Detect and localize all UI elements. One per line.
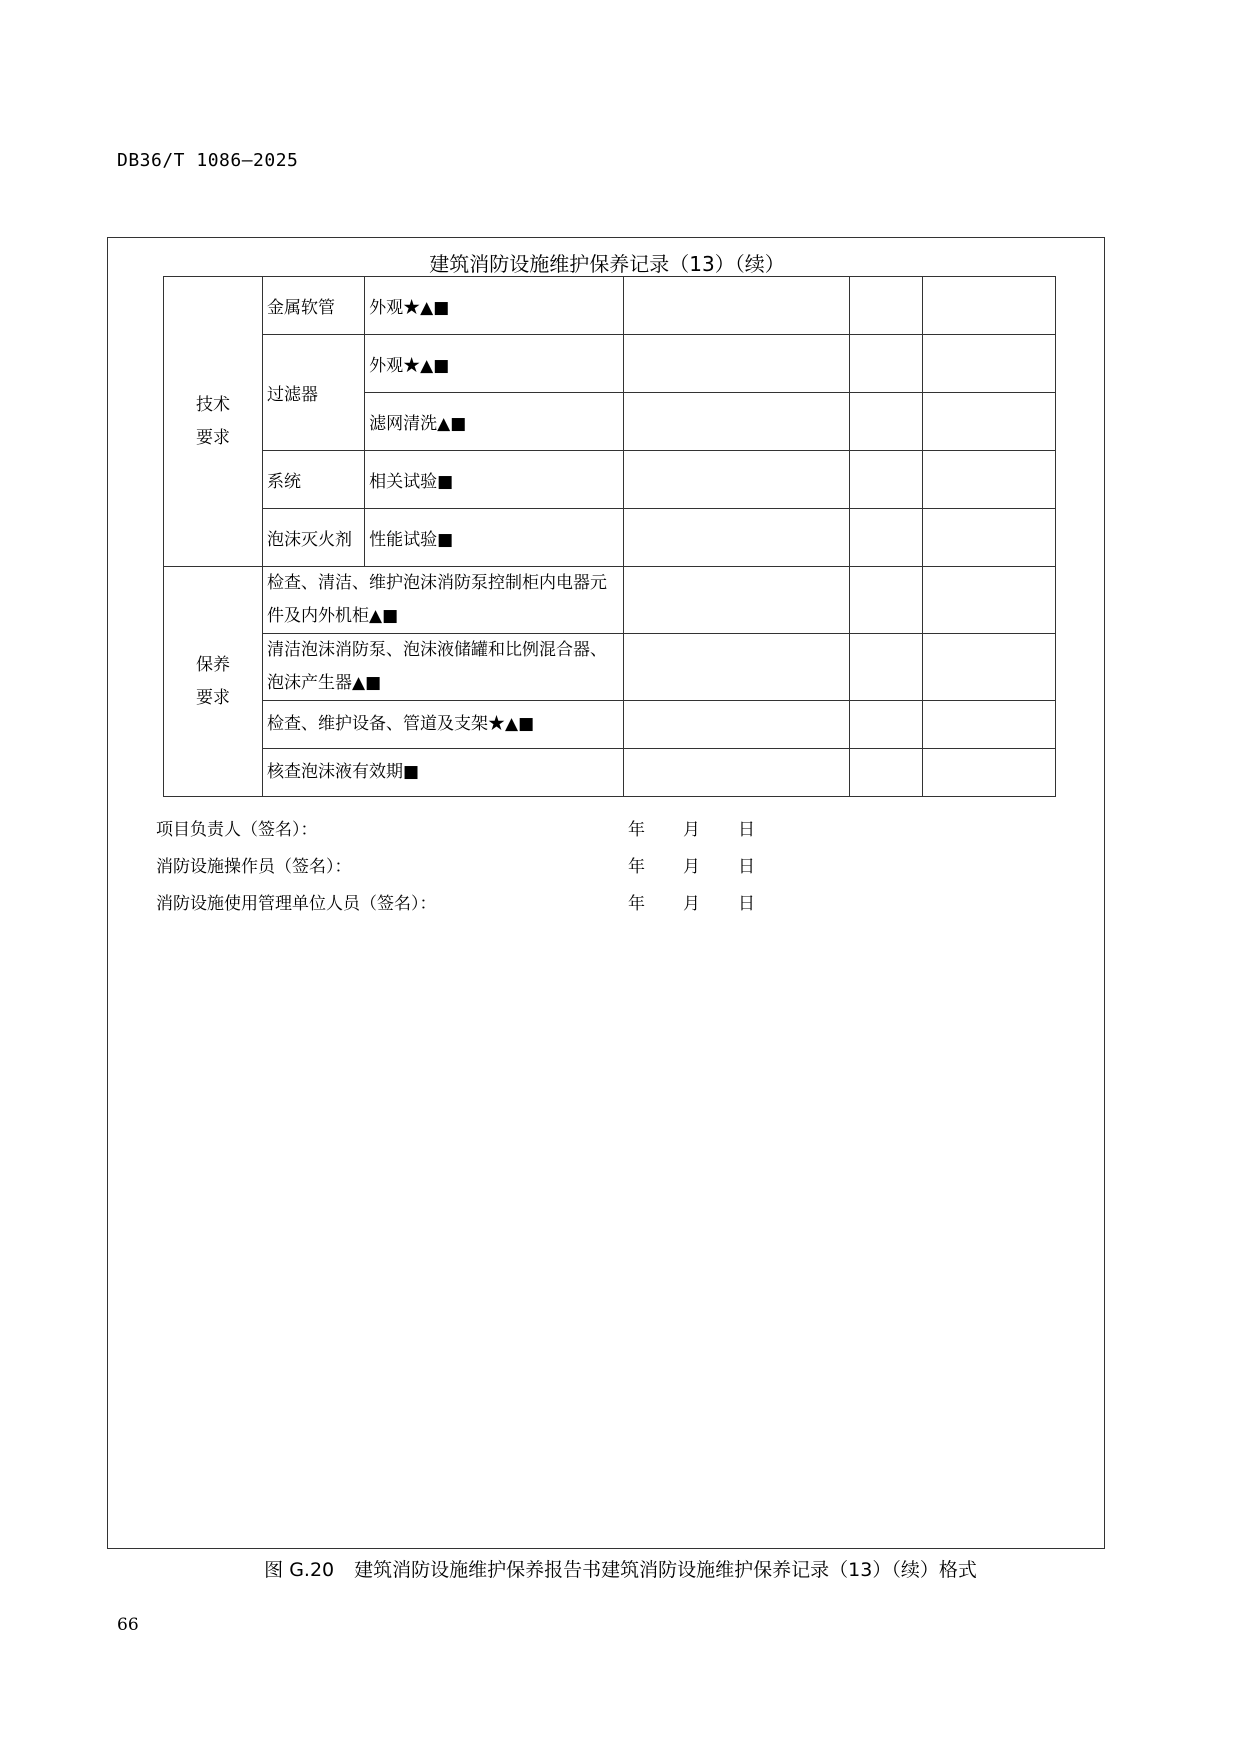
result-cell — [624, 701, 850, 749]
tech-requirements-label: 技术 要求 — [164, 277, 263, 567]
result-cell — [624, 749, 850, 797]
result-cell — [850, 634, 923, 701]
figure-title: 建筑消防设施维护保养报告书建筑消防设施维护保养记录（13）（续）格式 — [354, 1559, 977, 1581]
maint-item-clean-pump: 清洁泡沫消防泵、泡沫液储罐和比例混合器、泡沫产生器▲■ — [263, 634, 624, 701]
check-system-test: 相关试验■ — [365, 451, 624, 509]
table-row — [164, 277, 1056, 335]
result-cell — [850, 277, 923, 335]
result-cell — [624, 509, 850, 567]
check-filter-appearance: 外观★▲■ — [365, 335, 624, 393]
result-cell — [923, 634, 1056, 701]
result-cell — [850, 567, 923, 634]
result-cell — [923, 277, 1056, 335]
result-cell — [850, 393, 923, 451]
check-metal-hose-appearance: 外观★▲■ — [365, 277, 624, 335]
result-cell — [923, 701, 1056, 749]
signature-date: 年 月 日 — [628, 894, 755, 914]
result-cell — [923, 393, 1056, 451]
result-cell — [624, 393, 850, 451]
result-cell — [850, 335, 923, 393]
check-filter-screen-cleaning: 滤网清洗▲■ — [365, 393, 624, 451]
item-filter: 过滤器 — [263, 335, 365, 451]
result-cell — [923, 749, 1056, 797]
table-row — [164, 567, 1056, 634]
result-cell — [624, 634, 850, 701]
figure-caption — [0, 1555, 1241, 1582]
table-row — [164, 509, 1056, 567]
result-cell — [850, 451, 923, 509]
result-cell — [624, 277, 850, 335]
table-row — [164, 749, 1056, 797]
result-cell — [624, 451, 850, 509]
table-row — [164, 451, 1056, 509]
table-row — [164, 634, 1056, 701]
form-title: 建筑消防设施维护保养记录（13）（续） — [429, 252, 785, 276]
maint-item-foam-expiry: 核查泡沫液有效期■ — [263, 749, 624, 797]
maint-item-control-cabinet: 检查、清洁、维护泡沫消防泵控制柜内电器元件及内外机柜▲■ — [263, 567, 624, 634]
figure-number: 图 G.20 — [264, 1559, 335, 1581]
result-cell — [850, 701, 923, 749]
maint-item-pipes-supports: 检查、维护设备、管道及支架★▲■ — [263, 701, 624, 749]
item-metal-hose: 金属软管 — [263, 277, 365, 335]
result-cell — [624, 335, 850, 393]
table-row — [164, 701, 1056, 749]
standard-code: DB36/T 1086—2025 — [117, 150, 299, 171]
maintenance-requirements-label: 保养 要求 — [164, 567, 263, 797]
signature-operator: 消防设施操作员（签名）： — [156, 857, 352, 877]
result-cell — [923, 451, 1056, 509]
signature-project-lead: 项目负责人（签名）： — [156, 820, 318, 840]
result-cell — [923, 335, 1056, 393]
page-number: 66 — [117, 1615, 139, 1635]
table-row — [164, 335, 1056, 393]
signature-date: 年 月 日 — [628, 820, 755, 840]
record-form — [107, 237, 1105, 1549]
signature-management-unit: 消防设施使用管理单位人员（签名）： — [156, 894, 437, 914]
item-foam-agent: 泡沫灭火剂 — [263, 509, 365, 567]
result-cell — [624, 567, 850, 634]
check-foam-performance: 性能试验■ — [365, 509, 624, 567]
result-cell — [850, 509, 923, 567]
result-cell — [850, 749, 923, 797]
signature-date: 年 月 日 — [628, 857, 755, 877]
item-system: 系统 — [263, 451, 365, 509]
maintenance-record-table — [163, 276, 1056, 797]
result-cell — [923, 509, 1056, 567]
result-cell — [923, 567, 1056, 634]
